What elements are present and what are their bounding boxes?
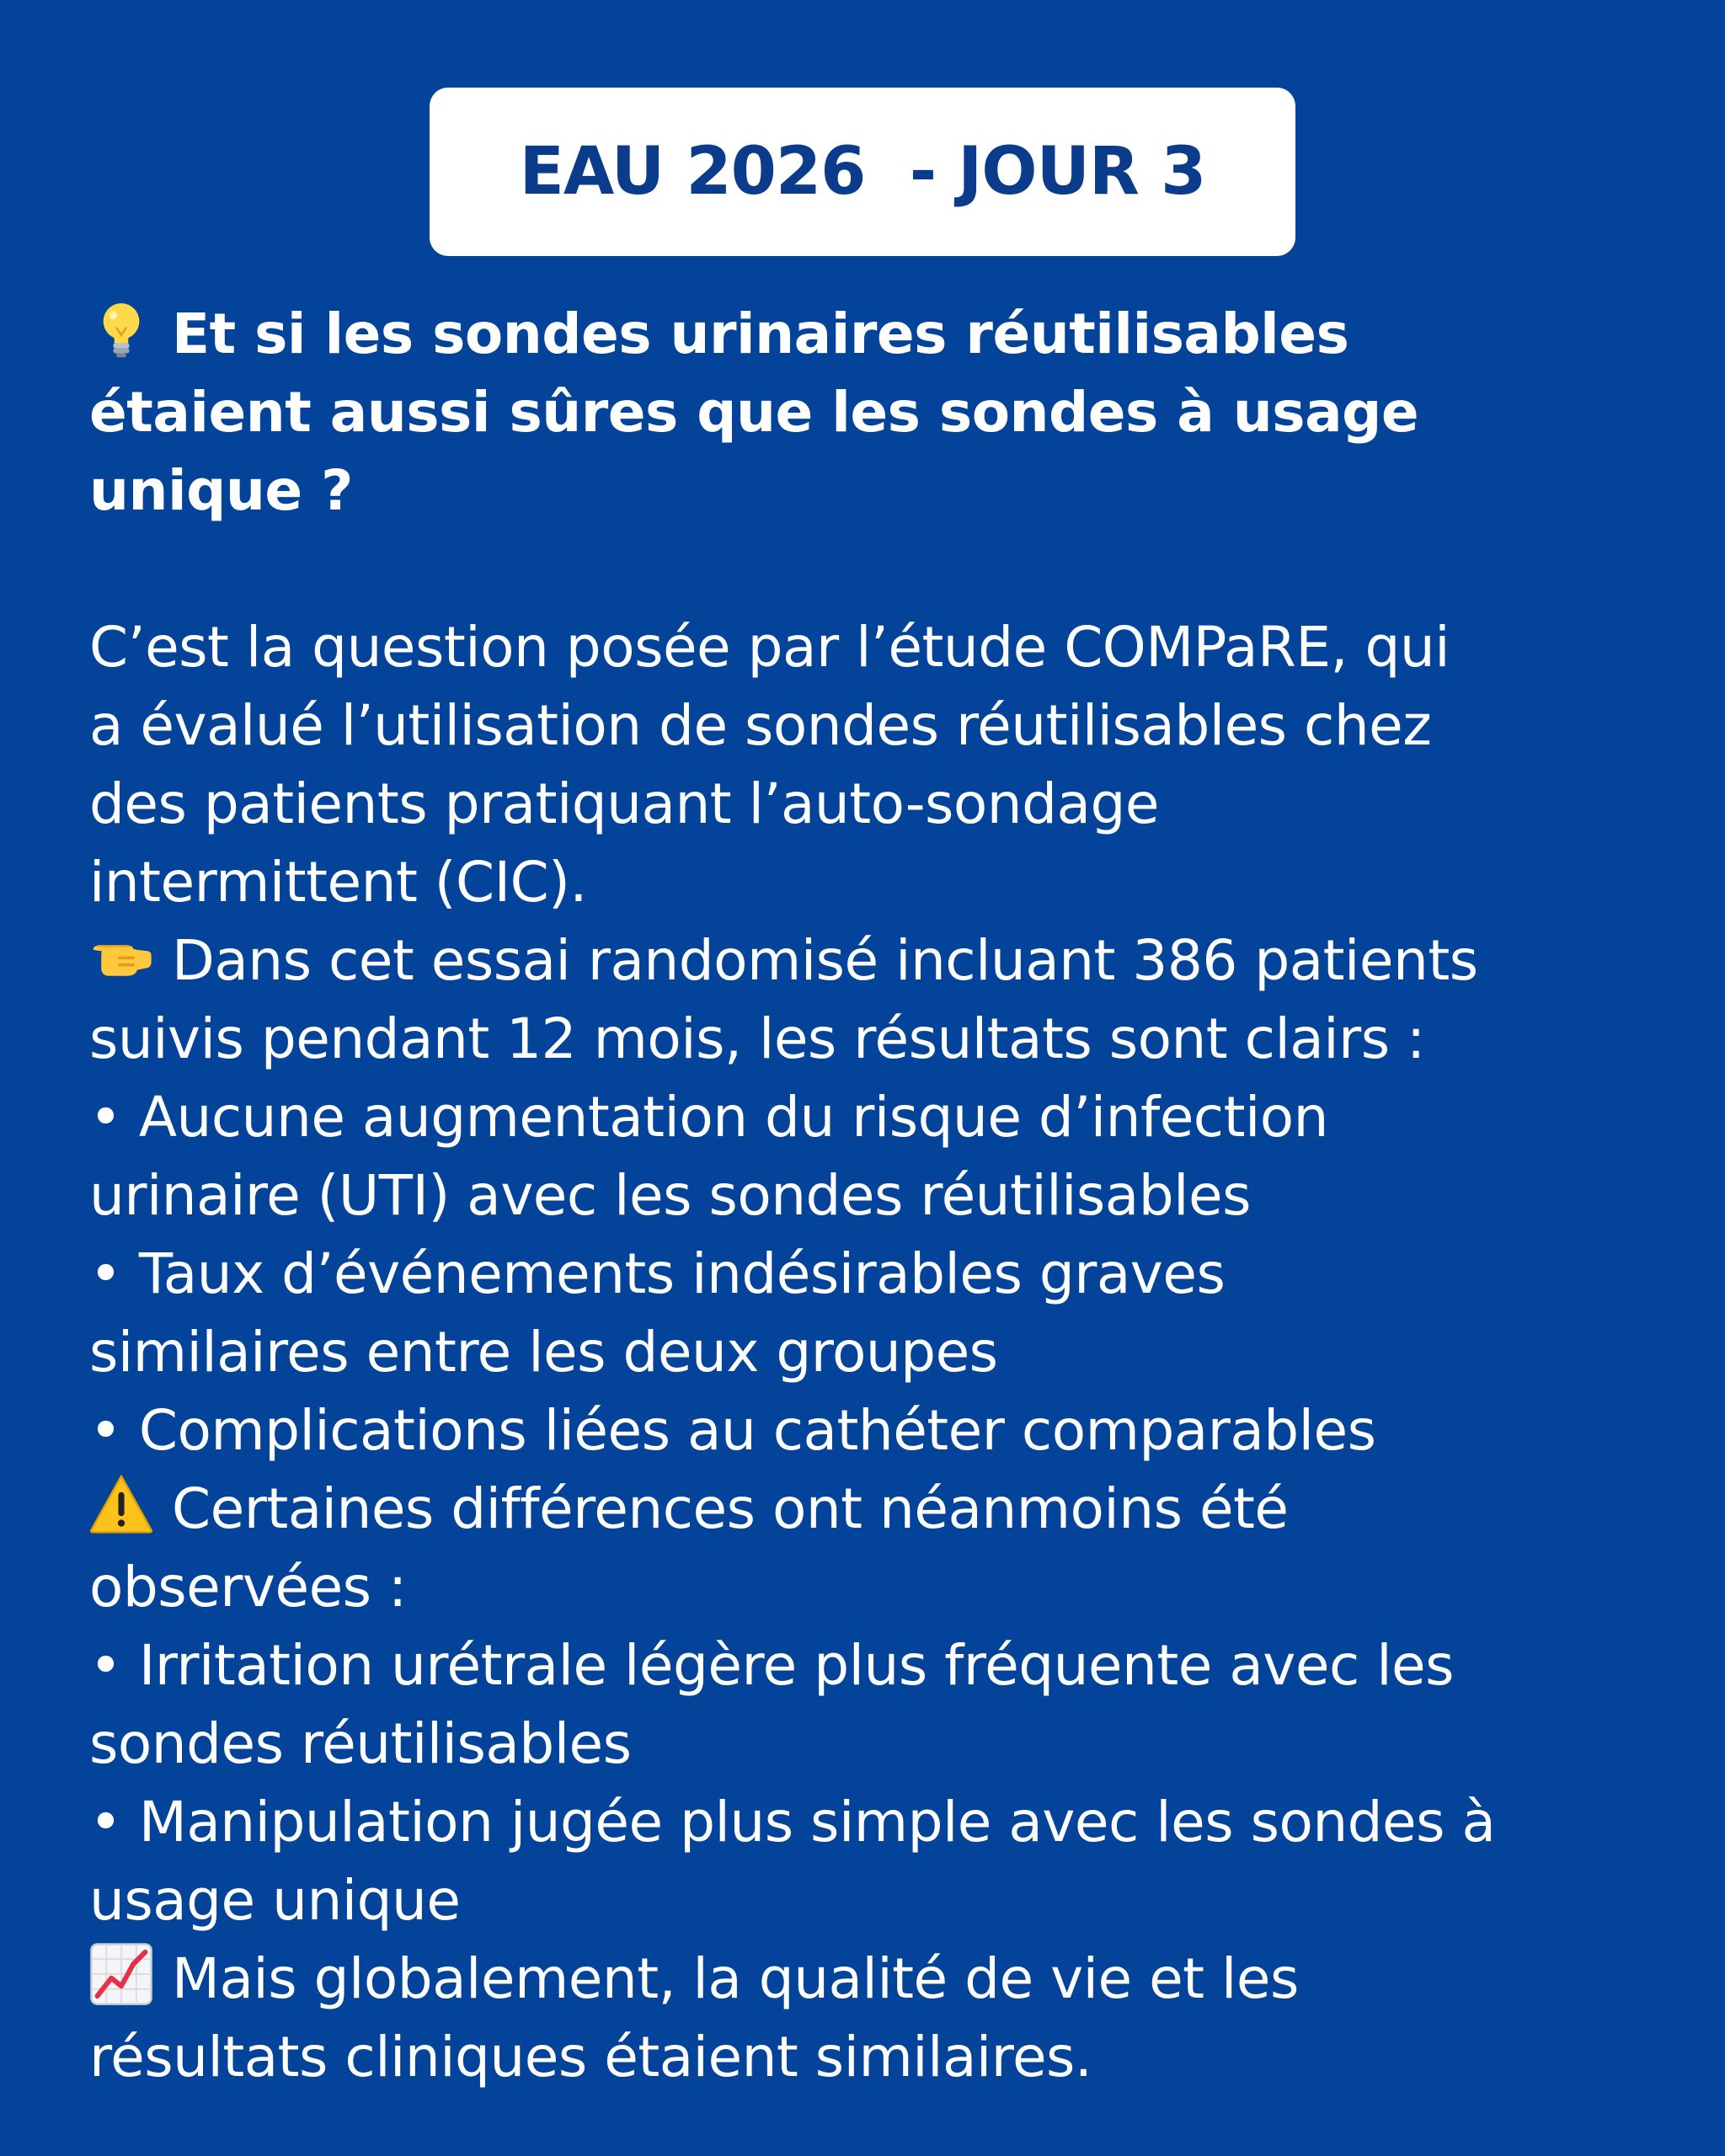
paragraph-spacer <box>89 530 1690 608</box>
differences-text-1: Certaines différences ont néanmoins été <box>172 1476 1289 1541</box>
differences-line-1 <box>89 1470 1690 1548</box>
heading-line-1 <box>89 295 1690 373</box>
conclusion-line-1 <box>89 1940 1690 2018</box>
intro-line-2: a évalué l’utilisation de sondes réutilisables chez <box>89 693 1432 758</box>
light-bulb-icon <box>89 297 153 361</box>
badge-title: EAU 2026 - JOUR 3 <box>519 134 1206 210</box>
differences-bullet-2: • Manipulation jugée plus simple avec les sondes à <box>89 1790 1496 1854</box>
results-bullet-2: • Taux d’événements indésirables graves <box>89 1241 1226 1306</box>
chart-increasing-icon <box>89 1942 153 2006</box>
heading-line-3: unique ? <box>89 458 353 523</box>
post-content <box>89 295 1690 2096</box>
results-line-6: similaires entre les deux groupes <box>89 1320 998 1385</box>
results-line-4: urinaire (UTI) avec les sondes réutilisables <box>89 1163 1251 1228</box>
results-text-1: Dans cet essai randomisé incluant 386 patients <box>172 928 1478 993</box>
results-bullet-1: • Aucune augmentation du risque d’infection <box>89 1085 1329 1150</box>
heading-text-1: Et si les sondes urinaires réutilisables <box>172 302 1349 366</box>
differences-bullet-1: • Irritation urétrale légère plus fréquente avec les <box>89 1633 1455 1698</box>
title-badge <box>430 88 1295 256</box>
conclusion-line-2: résultats cliniques étaient similaires. <box>89 2025 1092 2089</box>
pointing-hand-icon <box>89 924 153 988</box>
conclusion-text-1: Mais globalement, la qualité de vie et les <box>172 1946 1299 2011</box>
warning-icon <box>89 1472 153 1536</box>
differences-line-6: usage unique <box>89 1868 461 1933</box>
results-bullet-3: • Complications liées au cathéter comparables <box>89 1398 1376 1463</box>
results-line-2: suivis pendant 12 mois, les résultats sont clairs : <box>89 1006 1425 1071</box>
differences-line-2: observées : <box>89 1555 407 1620</box>
intro-line-3: des patients pratiquant l’auto-sondage <box>89 771 1159 836</box>
differences-line-4: sondes réutilisables <box>89 1711 632 1776</box>
intro-line-1: C’est la question posée par l’étude COMPaRE, qui <box>89 615 1450 680</box>
intro-line-4: intermittent (CIC). <box>89 850 587 915</box>
heading-line-2: étaient aussi sûres que les sondes à usage <box>89 380 1419 445</box>
results-line-1 <box>89 921 1690 1000</box>
